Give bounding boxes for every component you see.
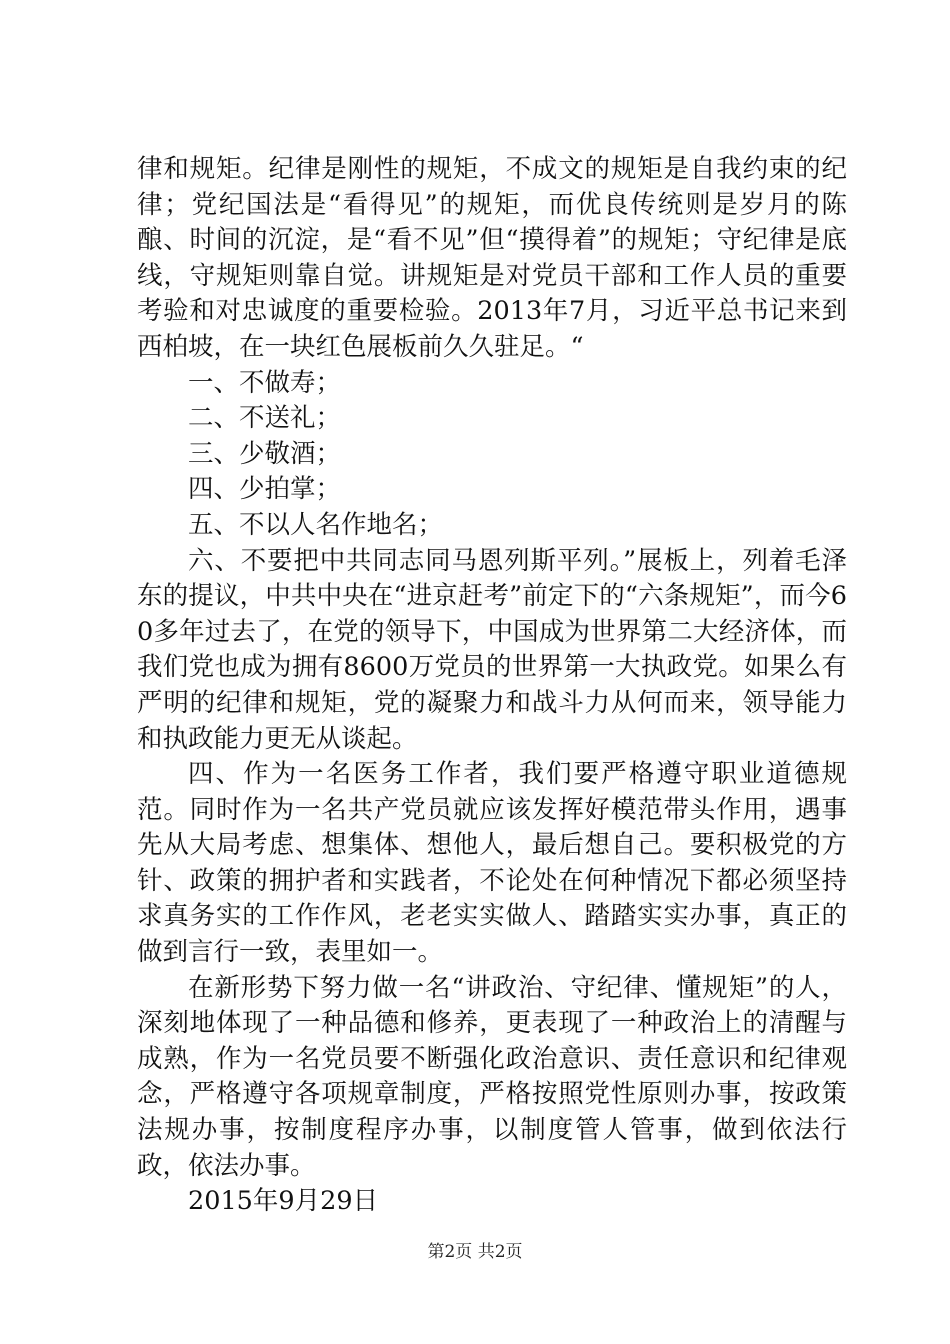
- section-four-paragraph: 四、作为一名医务工作者，我们要严格遵守职业道德规范。同时作为一名共产党员就应该发挥好模范带头作用，遇事先从大局考虑、想集体、想他人，最后想自己。要积极党的方针、政策的拥护者和实践者，不论处在何种情况下都必须坚持求真务实的工作作风，老老实实做人、踏踏实实办事，真正的做到言行一致，表里如一。: [137, 759, 847, 968]
- rule-item-2: 二、不送礼；: [188, 403, 342, 434]
- rule-item-4: 四、少拍掌；: [188, 474, 342, 505]
- rule-item-1: 一、不做寿；: [188, 367, 342, 398]
- rule-item-3: 三、少敬酒；: [188, 438, 342, 469]
- paragraph-continuation: 律和规矩。纪律是刚性的规矩，不成文的规矩是自我约束的纪律；党纪国法是“看得见”的规矩，而优良传统则是岁月的陈酿、时间的沉淀，是“看不见”但“摸得着”的规矩；守纪律是底线，守规矩则靠自觉。讲规矩是对党员干部和工作人员的重要考验和对忠诚度的重要检验。2013年7月，习近平总书记来到西柏坡，在一块红色展板前久久驻足。“: [137, 154, 847, 362]
- conclusion-paragraph: 在新形势下努力做一名“讲政治、守纪律、懂规矩”的人，深刻地体现了一种品德和修养，更表现了一种政治上的清醒与成熟，作为一名党员要不断强化政治意识、责任意识和纪律观念，严格遵守各项规章制度，严格按照党性原则办事，按政策法规办事，按制度程序办事，以制度管人管事，做到依法行政，依法办事。: [137, 972, 847, 1181]
- page-footer: 第2页 共2页: [427, 1242, 523, 1262]
- rule-item-5: 五、不以人名作地名；: [188, 509, 444, 540]
- rule-item-6-paragraph: 六、不要把中共同志同马恩列斯平列。”展板上，列着毛泽东的提议，中共中央在“进京赶考”前定下的“六条规矩”，而今60多年过去了，在党的领导下，中国成为世界第二大经济体，而我们党也成为拥有8600万党员的世界第一大执政党。如果么有严明的纪律和规矩，党的凝聚力和战斗力从何而来，领导能力和执政能力更无从谈起。: [137, 545, 847, 754]
- document-date: 2015年9月29日: [188, 1186, 379, 1217]
- document-body: [137, 152, 847, 1220]
